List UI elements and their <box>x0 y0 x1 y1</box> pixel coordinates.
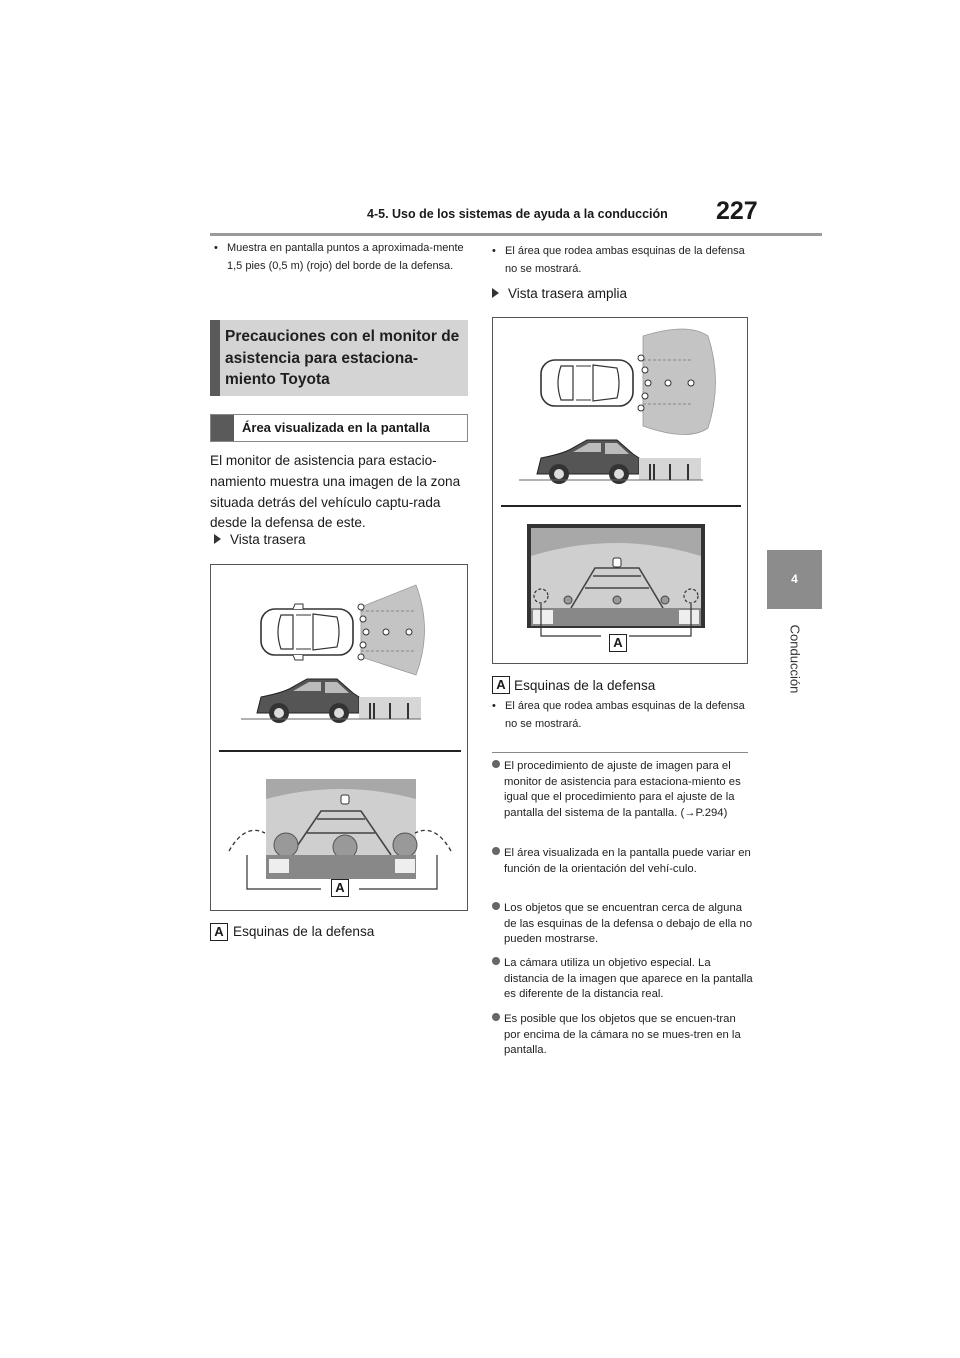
rear-view-figure <box>210 564 468 911</box>
header-rule <box>210 233 822 236</box>
figure-key-a: A <box>331 879 349 897</box>
section-title: Precauciones con el monitor de asistencia para estaciona-miento Toyota <box>225 328 460 388</box>
car-side-view-icon <box>257 679 359 723</box>
view-title-rear: Vista trasera <box>214 532 306 547</box>
key-letter-a: A <box>492 676 510 694</box>
note-bullet-icon <box>492 1013 500 1021</box>
chapter-tab-label: Conducción <box>787 624 802 694</box>
car-top-view-icon <box>261 604 353 660</box>
section-header-title: 4-5. Uso de los sistemas de ayuda a la conducción <box>367 207 668 221</box>
note-bullet-icon <box>492 902 500 910</box>
intro-bullet: • Muestra en pantalla puntos a aproximada-mente 1,5 pies (0,5 m) (rojo) del borde de la defensa. <box>214 242 464 272</box>
car-side-view-icon <box>537 440 639 484</box>
figure-key-a: A <box>609 634 627 652</box>
car-top-view-icon <box>541 360 633 406</box>
body-paragraph: El monitor de asistencia para estacio-namiento muestra una imagen de la zona situada detrás del vehículo captu-rada desde la defensa de este. <box>210 453 461 531</box>
page-number: 227 <box>716 197 758 225</box>
note-bullet-icon <box>492 957 500 965</box>
key-bullet: • El área que rodea ambas esquinas de la defensa no se mostrará. <box>492 700 745 730</box>
subsection-title: Área visualizada en la pantalla <box>242 420 430 435</box>
triangle-bullet-icon <box>492 288 499 298</box>
note-bullet-icon <box>492 760 500 768</box>
note-item: Es posible que los objetos que se encuen-tran por encima de la cámara no se mues-tren en la pantalla. <box>492 1012 754 1059</box>
wide-rear-view-figure <box>492 317 748 664</box>
key-description: Esquinas de la defensa <box>233 924 375 939</box>
view-title-wide: Vista trasera amplia <box>492 286 627 301</box>
note-item: La cámara utiliza un objetivo especial. La distancia de la imagen que aparece en la pantalla es diferente de la distancia real. <box>492 956 754 1003</box>
note-item: El área visualizada en la pantalla puede variar en función de la orientación del vehí-culo. <box>492 846 754 877</box>
section-title-box <box>210 320 468 396</box>
subsection-title-box <box>210 414 468 442</box>
key-letter-a: A <box>210 923 228 941</box>
note-item: El procedimiento de ajuste de imagen para el monitor de asistencia para estaciona-miento es igual que el procedimiento para el ajuste de la pantalla del sistema de la pantalla. (→P.294) <box>492 759 754 821</box>
top-right-bullet: • El área que rodea ambas esquinas de la defensa no se mostrará. <box>492 245 745 275</box>
note-bullet-icon <box>492 847 500 855</box>
chapter-tab-number[interactable]: 4 <box>767 550 822 609</box>
notes-divider <box>492 752 748 753</box>
key-description: Esquinas de la defensa <box>514 678 656 693</box>
note-item: Los objetos que se encuentran cerca de alguna de las esquinas de la defensa o debajo de ella no pueden mostrarse. <box>492 901 754 948</box>
triangle-bullet-icon <box>214 534 221 544</box>
